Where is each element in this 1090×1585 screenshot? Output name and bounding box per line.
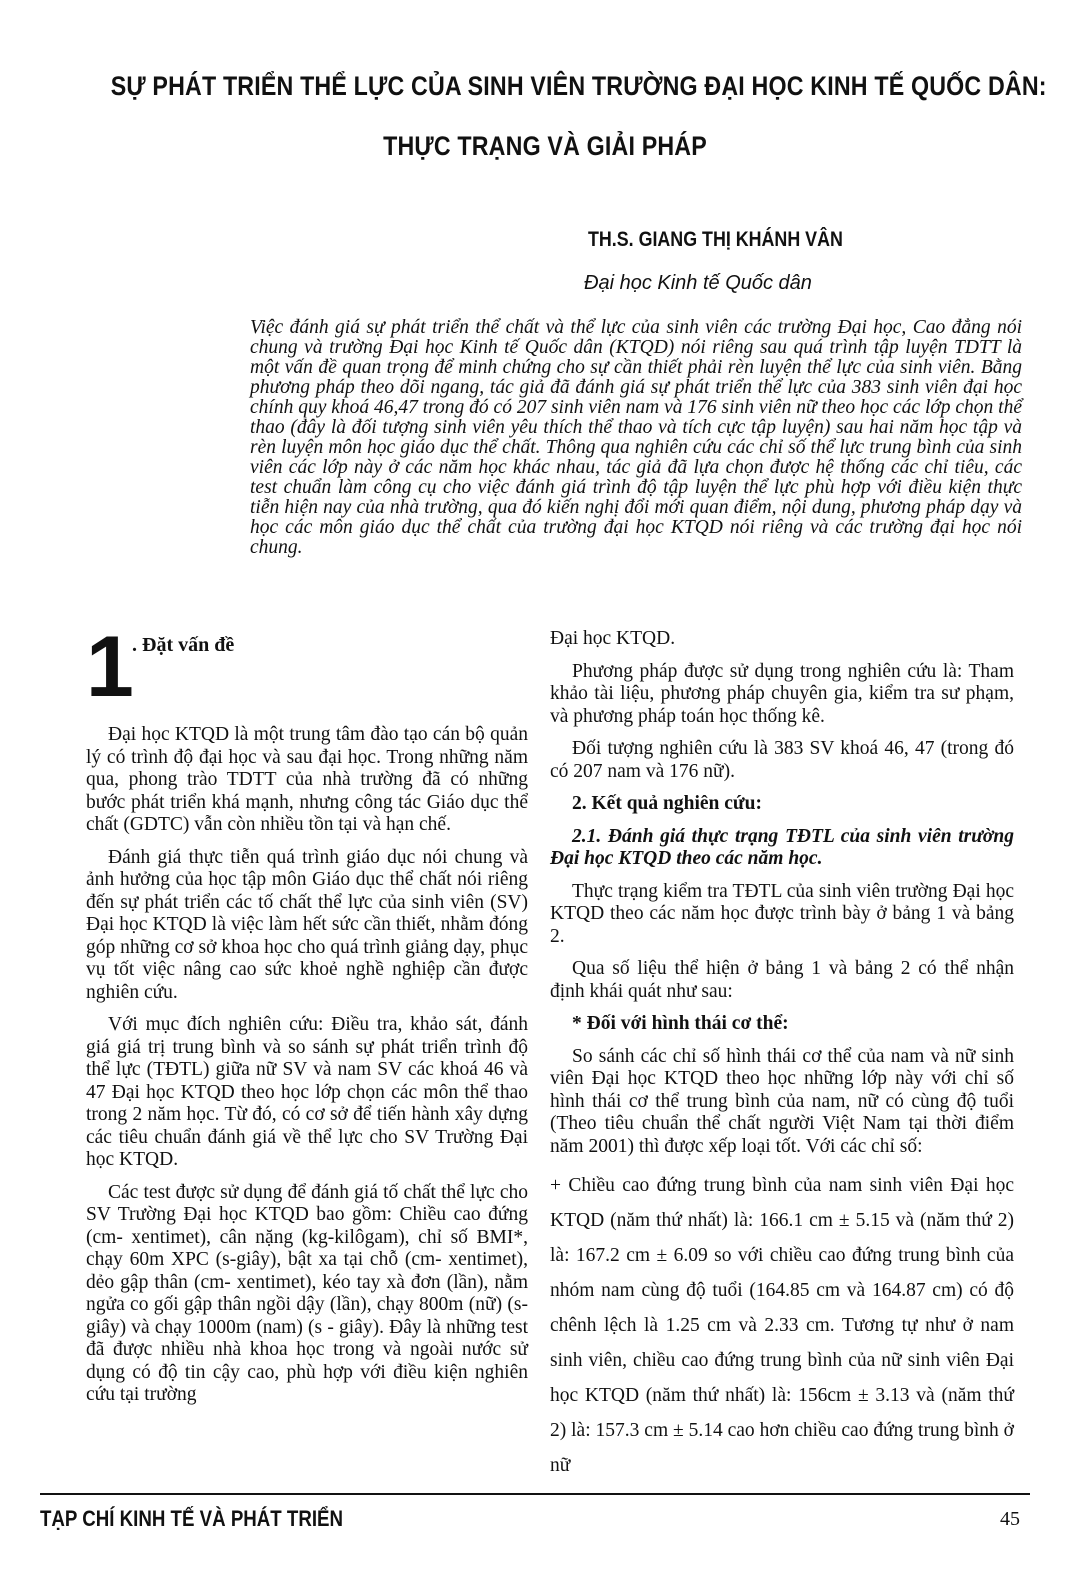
section-heading <box>86 619 528 724</box>
footer-divider <box>40 1493 1030 1495</box>
abstract: Việc đánh giá sự phát triển thể chất và thể lực của sinh viên các trường Đại học, Cao đẳng nói chung và trường Đại học Kinh tế Quốc dân (KTQD) nói riêng sau quá trình tập luyện TDTT là một vấn đề quan trọng để minh chứng cho sự cần thiết phải rèn luyện thể lực của sinh viên. Bằng phương pháp theo dõi ngang, tác giả đã đánh giá sự phát triển thể lực của 383 sinh viên đại học chính quy khoá 46,47 trong đó có 207 sinh viên nam và 176 sinh viên nữ theo học các lớp chọn thể thao (đây là đối tượng sinh viên yêu thích thể thao và tích cực tập luyện) sau hai năm học tập và rèn luyện môn học giáo dục thể chất. Thông qua nghiên cứu các chỉ số thể lực trung bình của sinh viên các lớp này ở các năm học khác nhau, tác giả đã lựa chọn được hệ thống các chỉ tiêu, các test chuẩn làm công cụ cho việc đánh giá trình độ tập luyện thể lực phù hợp với điều kiện thực tiễn hiện nay của nhà trường, qua đó kiến nghị đổi mới quan điểm, nội dung, phương pháp dạy và học các môn giáo dục thể chất của trường đại học KTQD nói riêng và các trường đại học nói chung. <box>250 317 1023 558</box>
section-heading-results: 2. Kết quả nghiên cứu: <box>572 793 762 814</box>
paragraph: Đại học KTQD. <box>550 628 676 649</box>
left-column <box>86 619 528 1417</box>
article-title <box>110 56 1047 176</box>
title-line-1: SỰ PHÁT TRIỂN THỂ LỰC CỦA SINH VIÊN TRƯỜNG ĐẠI HỌC KINH TẾ QUỐC DÂN: <box>110 71 1047 101</box>
section-title: . Đặt vấn đề <box>132 634 235 656</box>
paragraph: Thực trạng kiểm tra TĐTL của sinh viên trường Đại học KTQD theo các năm học được trình bày ở bảng 1 và bảng 2. <box>550 880 1014 947</box>
paragraph: So sánh các chỉ số hình thái cơ thể của nam và nữ sinh viên Đại học KTQD theo học những lớp này với chỉ số hình thái cơ thể trung bình của nam, nữ có cùng độ tuổi (Theo tiêu chuẩn thể chất người Việt Nam tại thời điểm năm 2001) thì được xếp loại tốt. Với các chỉ số: <box>550 1045 1014 1157</box>
page-number: 45 <box>1000 1508 1020 1530</box>
paragraph: Đối tượng nghiên cứu là 383 SV khoá 46, 47 (trong đó có 207 nam và 176 nữ). <box>550 738 1014 782</box>
paragraph: Phương pháp được sử dụng trong nghiên cứu là: Tham khảo tài liệu, phương pháp chuyên gia, kiểm tra sư phạm, và phương pháp toán học thống kê. <box>550 660 1014 727</box>
author-affiliation: Đại học Kinh tế Quốc dân <box>584 272 812 294</box>
journal-name: TẠP CHÍ KINH TẾ VÀ PHÁT TRIỂN <box>40 1506 344 1531</box>
drop-cap: 1 <box>86 619 134 715</box>
paragraph: + Chiều cao đứng trung bình của nam sinh viên Đại học KTQD (năm thứ nhất) là: 166.1 cm ± 5.15 và (năm thứ 2) là: 167.2 cm ± 6.09 so với chiều cao đứng trung bình của nhóm nam cùng độ tuổi (164.85 cm và 164.87 cm) có độ chênh lệch là 1.25 cm và 2.33 cm. Tương tự như ở nam sinh viên, chiều cao đứng trung bình của nữ sinh viên Đại học KTQD (năm thứ nhất) là: 156cm ± 3.13 và (năm thứ 2) là: 157.3 cm ± 5.14 cao hơn chiều cao đứng trung bình ở nữ <box>550 1175 1014 1476</box>
author-name: TH.S. GIANG THỊ KHÁNH VÂN <box>588 228 843 251</box>
subsection-heading: 2.1. Đánh giá thực trạng TĐTL của sinh viên trường Đại học KTQD theo các năm học. <box>550 825 1014 869</box>
title-line-2: THỰC TRẠNG VÀ GIẢI PHÁP <box>383 131 707 161</box>
paragraph: Qua số liệu thể hiện ở bảng 1 và bảng 2 có thể nhận định khái quát như sau: <box>550 958 1014 1002</box>
right-column <box>550 628 1014 1493</box>
paragraph: Đại học KTQD là một trung tâm đào tạo cán bộ quản lý có trình độ đại học và sau đại học. Trong những năm qua, phong trào TDTT của nhà trường đã có những bước phát triển khá mạnh, nhưng công tác Giáo dục thể chất (GDTC) vẫn còn nhiều tồn tại và hạn chế. <box>86 724 528 835</box>
paragraph: Các test được sử dụng để đánh giá tố chất thể lực cho SV Trường Đại học KTQD bao gồm: Chiều cao đứng (cm- xentimet), cân nặng (kg-kilôgam), chỉ số BMI*, chạy 60m XPC (s-giây), bật xa tại chỗ (cm- xentimet), dẻo gập thân (cm- xentimet), kéo tay xà đơn (lần), nằm ngửa co gối gập thân ngồi dậy (lần), chạy 800m (nữ) (s-giây) và chạy 1000m (nam) (s - giây). Đây là những test đã được nhiều nhà khoa học trong và ngoài nước sử dụng có độ tin cậy cao, phù hợp với điều kiện nghiên cứu tại trường <box>86 1181 528 1405</box>
paragraph: Với mục đích nghiên cứu: Điều tra, khảo sát, đánh giá giá trị trung bình và so sánh sự phát triển trình độ thể lực (TĐTL) giữa nữ SV và nam SV các khoá 46 và 47 Đại học KTQD theo học lớp chọn các môn thể thao trong 2 năm học. Từ đó, có cơ sở để tiến hành xây dựng các tiêu chuẩn đánh giá về thể lực cho SV Trường Đại học KTQD. <box>86 1014 528 1170</box>
subheading-body-morphology: * Đối với hình thái cơ thể: <box>572 1013 789 1034</box>
paragraph: Đánh giá thực tiễn quá trình giáo dục nói chung và ảnh hưởng của học tập môn Giáo dục thể chất nói riêng đến sự phát triển các tố chất thể lực của sinh viên (SV) Đại học KTQD là việc làm hết sức cần thiết, nhằm đóng góp những cơ sở khoa học cho quá trình giảng dạy, phục vụ tốt việc nâng cao sức khoẻ nghề nghiệp cần được nghiên cứu. <box>86 846 528 1003</box>
